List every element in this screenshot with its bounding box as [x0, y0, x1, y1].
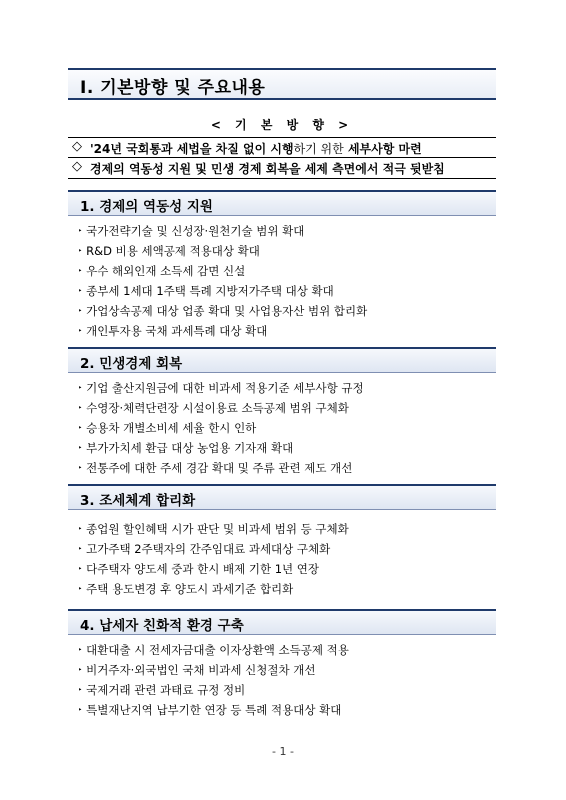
bullet-marker-icon: ‣	[78, 545, 83, 553]
bullet-marker-icon: ‣	[78, 404, 83, 412]
bullet-marker-icon: ‣	[78, 424, 83, 432]
list-item: ‣ 개인투자용 국채 과세특례 대상 확대	[78, 324, 268, 338]
page-number: - 1 -	[272, 745, 294, 758]
bullet-marker-icon: ‣	[78, 686, 83, 694]
list-item: ‣ 전통주에 대한 주세 경감 확대 및 주류 관련 제도 개선	[78, 461, 353, 475]
list-item: ‣ 수영장·체력단련장 시설이용료 소득공제 범위 구체화	[78, 401, 349, 415]
bullet-marker-icon: ‣	[78, 706, 83, 714]
list-item: ‣ 특별재난지역 납부기한 연장 등 특례 적용대상 확대	[78, 703, 342, 717]
basic-line1-part-a: '24년 국회통과 세법을 차질 없이 시행	[90, 142, 294, 156]
bullet-marker-icon: ‣	[78, 646, 83, 654]
basic-line2-text: 경제의 역동성 지원 및 민생 경제 회복을 세제 측면에서 적극 뒷받침	[90, 162, 445, 176]
list-item: ‣ 주택 용도변경 후 양도시 과세기준 합리화	[78, 582, 294, 596]
section-3-title: 3. 조세체계 합리화	[80, 493, 196, 509]
diamond-icon: ◇	[72, 139, 82, 154]
bullet-marker-icon: ‣	[78, 666, 83, 674]
bullet-marker-icon: ‣	[78, 267, 83, 275]
section-3-header	[68, 484, 496, 510]
bullet-marker-icon: ‣	[78, 307, 83, 315]
list-item: ‣ 종부세 1세대 1주택 특례 지방저가주택 대상 확대	[78, 284, 334, 298]
basic-direction-heading: < 기 본 방 향 >	[210, 118, 354, 132]
section-1-title: 1. 경제의 역동성 지원	[80, 199, 213, 215]
list-item: ‣ 대환대출 시 전세자금대출 이자상환액 소득공제 적용	[78, 643, 349, 657]
bullet-marker-icon: ‣	[78, 585, 83, 593]
bullet-marker-icon: ‣	[78, 327, 83, 335]
page-title-box	[68, 68, 496, 100]
list-item: ‣ 국가전략기술 및 신성장·원천기술 범위 확대	[78, 224, 305, 238]
list-item: ‣ 비거주자·외국법인 국채 비과세 신청절차 개선	[78, 663, 316, 677]
bullet-marker-icon: ‣	[78, 287, 83, 295]
list-item: ‣ 다주택자 양도세 중과 한시 배제 기한 1년 연장	[78, 562, 320, 576]
list-item: ‣ 승용차 개별소비세 세율 한시 인하	[78, 421, 257, 435]
list-item: ‣ 기업 출산지원금에 대한 비과세 적용기준 세부사항 규정	[78, 381, 364, 395]
list-item: ‣ 국제거래 관련 과태료 규정 정비	[78, 683, 246, 697]
diamond-icon: ◇	[72, 159, 82, 174]
bullet-marker-icon: ‣	[78, 444, 83, 452]
bullet-marker-icon: ‣	[78, 227, 83, 235]
bullet-marker-icon: ‣	[78, 384, 83, 392]
section-4-title: 4. 납세자 친화적 환경 구축	[80, 618, 244, 634]
section-2-title: 2. 민생경제 회복	[80, 356, 183, 372]
bullet-marker-icon: ‣	[78, 247, 83, 255]
basic-direction-line-2	[68, 157, 496, 179]
section-1-header	[68, 190, 496, 216]
section-4-header	[68, 609, 496, 635]
list-item: ‣ 우수 해외인재 소득세 감면 신설	[78, 264, 246, 278]
bullet-marker-icon: ‣	[78, 565, 83, 573]
list-item: ‣ 가업상속공제 대상 업종 확대 및 사업용자산 범위 합리화	[78, 304, 368, 318]
bullet-marker-icon: ‣	[78, 525, 83, 533]
list-item: ‣ 종업원 할인혜택 시가 판단 및 비과세 범위 등 구체화	[78, 522, 349, 536]
bullet-marker-icon: ‣	[78, 464, 83, 472]
list-item: ‣ R&D 비용 세액공제 적용대상 확대	[78, 244, 260, 258]
basic-direction-line-1	[68, 137, 496, 158]
basic-line1-part-c: 세부사항 마련	[347, 142, 422, 156]
basic-direction-box	[68, 112, 496, 176]
basic-line1-part-b: 하기 위한	[293, 142, 344, 156]
list-item: ‣ 고가주택 2주택자의 간주임대료 과세대상 구체화	[78, 542, 331, 556]
page-title: Ⅰ. 기본방향 및 주요내용	[80, 78, 266, 98]
list-item: ‣ 부가가치세 환급 대상 농업용 기자재 확대	[78, 441, 294, 455]
section-2-header	[68, 347, 496, 373]
